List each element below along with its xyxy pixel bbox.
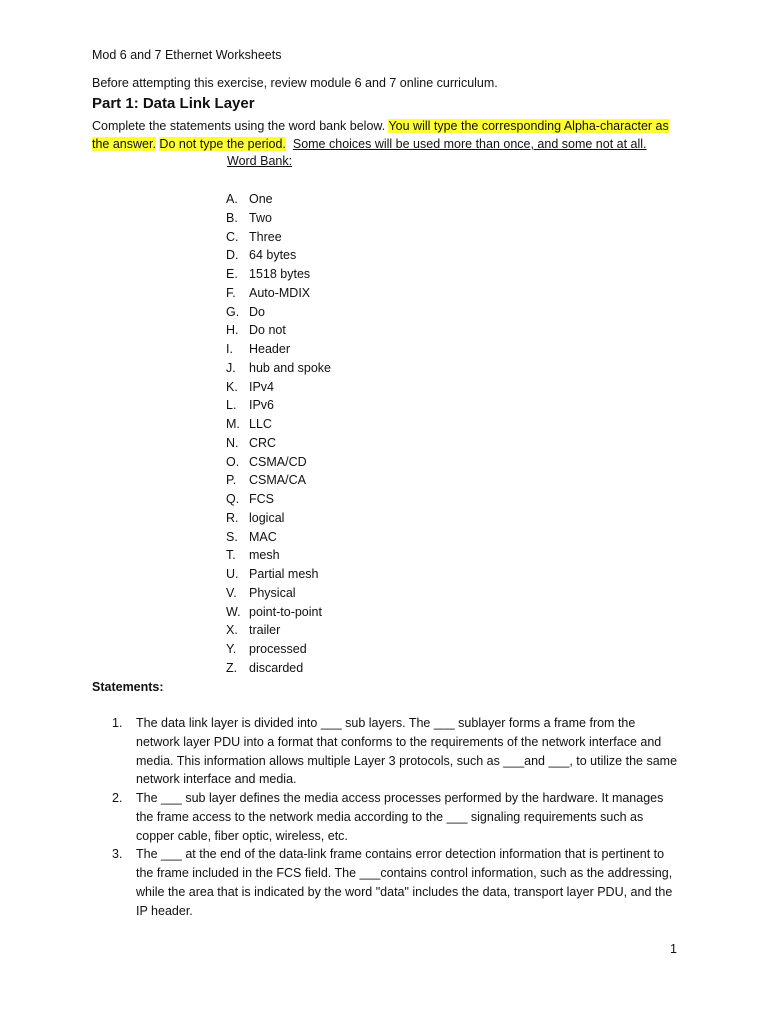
statement-text: The ___ at the end of the data-link frame contains error detection information that is pertinent to the frame included in the FCS field. The ___contains control information, such as the addressing, while the area that is indicated by the word "data" includes the data, transport layer PDU, and the IP header.	[136, 847, 673, 918]
word-bank-item	[226, 640, 331, 659]
word-bank-item	[226, 321, 331, 340]
word-bank-term: Do not	[249, 323, 286, 338]
word-bank-term: FCS	[249, 492, 274, 506]
word-bank-letter: W.	[226, 604, 241, 619]
statement-number: 3.	[112, 847, 123, 862]
word-bank-term: IPv6	[249, 398, 275, 413]
word-bank-item	[226, 359, 331, 378]
statement-item	[112, 789, 682, 845]
word-bank-letter: G.	[226, 304, 240, 319]
statement-item	[112, 714, 682, 789]
word-bank-letter: Y.	[226, 642, 237, 656]
word-bank-item	[226, 190, 331, 209]
word-bank-item	[226, 528, 331, 547]
word-bank-item	[226, 603, 331, 622]
word-bank-item	[226, 659, 331, 678]
word-bank-letter: V.	[226, 585, 237, 600]
word-bank-letter: L.	[226, 398, 237, 413]
word-bank-label: Word Bank:	[227, 154, 293, 168]
word-bank-term: 64 bytes	[249, 248, 297, 263]
word-bank-term: logical	[249, 510, 285, 525]
word-bank-letter: Z.	[226, 660, 238, 675]
word-bank-term: hub and spoke	[249, 360, 332, 375]
word-bank-item	[226, 303, 331, 322]
word-bank-term: trailer	[249, 623, 281, 638]
word-bank-letter: D.	[226, 248, 239, 263]
word-bank-term: Do	[249, 304, 265, 319]
instructions	[92, 117, 682, 153]
word-bank-term: Header	[249, 342, 290, 356]
word-bank-term: Physical	[249, 585, 296, 600]
statements-label: Statements:	[92, 680, 164, 694]
word-bank-letter: U.	[226, 567, 239, 581]
word-bank-letter: P.	[226, 473, 237, 488]
word-bank-letter: R.	[226, 510, 239, 525]
word-bank-letter: N.	[226, 435, 239, 450]
word-bank-item	[226, 265, 331, 284]
word-bank-list	[226, 190, 331, 678]
word-bank-letter: M.	[226, 417, 240, 431]
word-bank-item	[226, 228, 331, 247]
word-bank-item	[226, 378, 331, 397]
word-bank-item	[226, 340, 331, 359]
word-bank-item	[226, 209, 331, 228]
word-bank-letter: J.	[226, 360, 236, 375]
word-bank-letter: O.	[226, 454, 240, 469]
statement-number: 1.	[112, 716, 123, 730]
word-bank-term: MAC	[249, 529, 277, 544]
statements-list	[112, 714, 682, 920]
word-bank-item	[226, 415, 331, 434]
word-bank-term: discarded	[249, 660, 304, 675]
word-bank-letter: F.	[226, 285, 236, 300]
word-bank-item	[226, 621, 331, 640]
word-bank-item	[226, 434, 331, 453]
instructions-highlight-1: You will type the corresponding Alpha-character as the answer.	[92, 119, 669, 151]
word-bank-term: Auto-MDIX	[249, 285, 311, 300]
statement-item	[112, 845, 682, 920]
word-bank-item	[226, 471, 331, 490]
word-bank-item	[226, 453, 331, 472]
instructions-gap	[286, 137, 293, 151]
word-bank-letter: S.	[226, 529, 238, 544]
word-bank-term: Two	[249, 210, 272, 225]
word-bank-term: point-to-point	[249, 604, 322, 619]
word-bank-item	[226, 246, 331, 265]
word-bank-item	[226, 509, 331, 528]
word-bank-letter: X.	[226, 623, 238, 638]
word-bank-letter: H.	[226, 323, 239, 338]
statement-number: 2.	[112, 791, 123, 805]
word-bank-term: CSMA/CA	[249, 473, 306, 488]
word-bank-item	[226, 396, 331, 415]
word-bank-term: IPv4	[249, 379, 275, 394]
word-bank-item	[226, 546, 331, 565]
word-bank-item	[226, 490, 331, 509]
instructions-highlight-2: Do not type the period.	[159, 137, 286, 151]
word-bank-letter: Q.	[226, 492, 240, 506]
word-bank-letter: I.	[226, 342, 233, 356]
word-bank-term: CSMA/CD	[249, 454, 307, 469]
word-bank-item	[226, 565, 331, 584]
word-bank-term: processed	[249, 642, 307, 656]
word-bank-term: LLC	[249, 417, 272, 431]
word-bank-item	[226, 584, 331, 603]
word-bank-term: One	[249, 192, 273, 206]
statement-text: The ___ sub layer defines the media access processes performed by the hardware. It manages the frame access to the network media according to the ___ signaling requirements such as copper cable, fiber optic, wireless, etc.	[136, 791, 664, 843]
page-number: 1	[670, 942, 677, 956]
document-title: Mod 6 and 7 Ethernet Worksheets	[92, 48, 282, 62]
word-bank-letter: B.	[226, 210, 238, 225]
word-bank-letter: A.	[226, 192, 238, 206]
word-bank-item	[226, 284, 331, 303]
word-bank-term: 1518 bytes	[249, 267, 311, 281]
intro-text: Before attempting this exercise, review module 6 and 7 online curriculum.	[92, 76, 498, 90]
word-bank-term: Three	[249, 229, 282, 244]
instructions-underlined: Some choices will be used more than once, and some not at all.	[292, 137, 647, 151]
part-heading: Part 1: Data Link Layer	[92, 95, 255, 112]
statement-text: The data link layer is divided into ___ sub layers. The ___ sublayer forms a frame from the network layer PDU into a format that conforms to the requirements of the network interface and media. This information allows multiple Layer 3 protocols, such as ___and ___, to utilize the same network interface and media.	[136, 716, 678, 787]
word-bank-letter: C.	[226, 229, 239, 244]
word-bank-letter: E.	[226, 267, 238, 281]
word-bank-term: mesh	[249, 548, 280, 563]
word-bank-term: CRC	[249, 435, 277, 450]
word-bank-term: Partial mesh	[249, 567, 319, 581]
instructions-plain: Complete the statements using the word bank below.	[92, 119, 389, 133]
word-bank-letter: T.	[226, 548, 236, 563]
word-bank-letter: K.	[226, 379, 238, 394]
